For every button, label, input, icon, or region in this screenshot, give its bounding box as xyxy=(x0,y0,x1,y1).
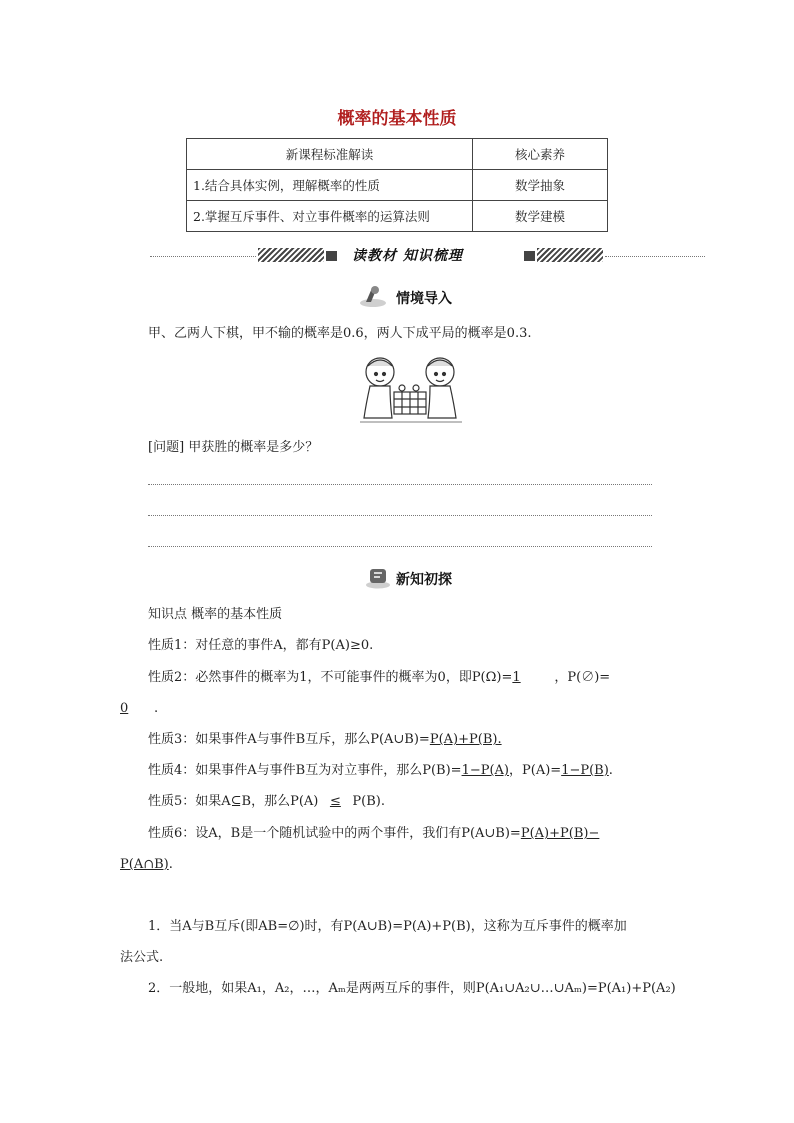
property-4 xyxy=(148,762,613,780)
chess-children-illustration xyxy=(358,352,464,432)
standards-table xyxy=(186,138,608,232)
explore-heading: 新知初探 xyxy=(396,572,452,588)
scenario-heading: 情境导入 xyxy=(396,291,452,307)
property-1: 性质1：对任意的事件A，都有P(A)≥0. xyxy=(148,638,374,653)
explore-heading-icon xyxy=(364,565,392,593)
table-row xyxy=(187,170,608,201)
knowledge-title: 知识点 概率的基本性质 xyxy=(148,607,283,622)
table-header-cell: 核心素养 xyxy=(473,139,608,170)
banner-dotted-line-right xyxy=(605,256,705,257)
property-6-text: 性质6：设A，B是一个随机试验中的两个事件，我们有P(A∪B)= xyxy=(148,826,521,841)
property-6 xyxy=(148,825,599,843)
property-4-text: . xyxy=(608,763,613,778)
banner-arrow-right-icon xyxy=(524,251,535,261)
property-6-answer-2: P(A∩B) xyxy=(120,857,169,872)
table-cell: 1.结合具体实例，理解概率的性质 xyxy=(187,170,473,201)
table-cell: 数学建模 xyxy=(473,201,608,232)
answer-line xyxy=(148,546,652,547)
banner-stripe-right xyxy=(537,248,603,262)
scenario-heading-icon xyxy=(358,284,388,312)
answer-line xyxy=(148,515,652,516)
page-title: 概率的基本性质 xyxy=(337,109,457,129)
property-5 xyxy=(148,793,385,811)
banner-arrow-left-icon xyxy=(326,251,337,261)
property-3-answer: P(A)+P(B). xyxy=(429,732,502,747)
table-header-cell: 新课程标准解读 xyxy=(187,139,473,170)
note-1-continued: 法公式. xyxy=(120,950,164,965)
answer-line xyxy=(148,484,652,485)
property-2-answer-2: 0 xyxy=(120,701,129,716)
property-5-answer: ≤ xyxy=(329,794,341,809)
banner-stripe-left xyxy=(258,248,324,262)
property-6-answer-1: P(A)+P(B)− xyxy=(520,826,600,841)
property-6-continued xyxy=(120,856,173,874)
property-2-answer-1: 1 xyxy=(512,670,521,685)
scenario-text: 甲、乙两人下棋，甲不输的概率是0.6，两人下成平局的概率是0.3. xyxy=(148,326,532,341)
property-2-text: ，P(∅)= xyxy=(554,670,611,685)
property-2-text: 性质2：必然事件的概率为1，不可能事件的概率为0，即P(Ω)= xyxy=(148,670,513,685)
property-5-text: P(B). xyxy=(352,794,385,809)
table-row xyxy=(187,201,608,232)
property-2 xyxy=(148,669,610,687)
table-cell: 2.掌握互斥事件、对立事件概率的运算法则 xyxy=(187,201,473,232)
note-2: 2．一般地，如果A₁，A₂，…，Aₘ是两两互斥的事件，则P(A₁∪A₂∪…∪Aₘ)=P(A₁)+P(A₂) xyxy=(148,981,676,996)
table-header-row xyxy=(187,139,608,170)
property-4-answer-1: 1−P(A) xyxy=(461,763,510,778)
property-4-text: ，P(A)= xyxy=(509,763,562,778)
section-banner: 读教材 知识梳理 xyxy=(352,248,463,264)
property-4-answer-2: 1−P(B) xyxy=(561,763,609,778)
banner-dotted-line-left xyxy=(150,256,256,257)
note-1: 1．当A与B互斥(即AB=∅)时，有P(A∪B)=P(A)+P(B)，这称为互斥事件的概率加 xyxy=(148,919,627,934)
property-6-text: . xyxy=(168,857,173,872)
property-5-text: 性质5：如果A⊆B，那么P(A) xyxy=(148,794,319,809)
table-cell: 数学抽象 xyxy=(473,170,608,201)
property-3-text: 性质3：如果事件A与事件B互斥，那么P(A∪B)= xyxy=(148,732,430,747)
scenario-question: [问题] 甲获胜的概率是多少？ xyxy=(148,440,319,455)
property-4-text: 性质4：如果事件A与事件B互为对立事件，那么P(B)= xyxy=(148,763,462,778)
property-2-continued xyxy=(120,700,158,718)
property-2-text: . xyxy=(154,701,159,716)
property-3 xyxy=(148,731,502,749)
